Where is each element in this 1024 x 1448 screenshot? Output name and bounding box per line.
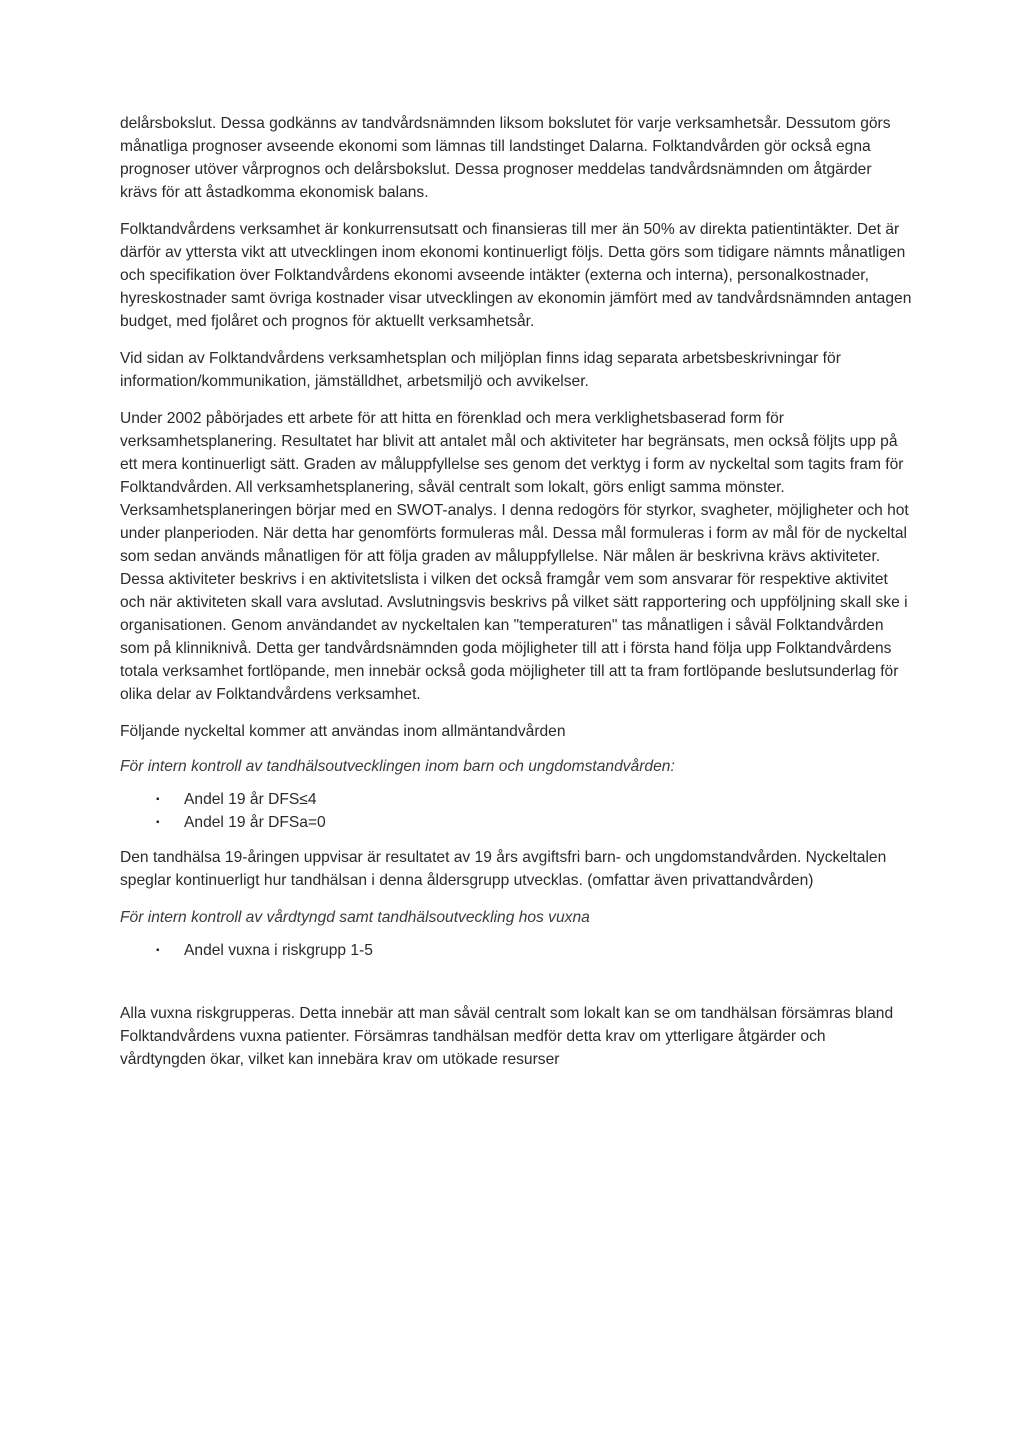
document-page (120, 112, 912, 1085)
list-item-text: Andel vuxna i riskgrupp 1-5 (184, 942, 373, 959)
paragraph-economy: Folktandvårdens verksamhet är konkurrensutsatt och finansieras till mer än 50% av direkta patientintäkter. Det är därför av yttersta vikt att utvecklingen inom ekonomi kontinuerligt följs. Detta görs som tidigare nämnts månatligen och specifikation över Folktandvårdens ekonomi avseende intäkter (externa och interna), personalkostnader, hyreskostnader samt övriga kostnader visar utvecklingen av ekonomin jämfört med av tandvårdsnämnden antagen budget, med fjolåret och prognos för aktuellt verksamhetsår. (120, 221, 912, 330)
bullet-icon: ▪ (156, 945, 160, 956)
subheading-adults: För intern kontroll av vårdtyngd samt tandhälsoutveckling hos vuxna (120, 909, 590, 926)
paragraph-work-descriptions: Vid sidan av Folktandvårdens verksamhetsplan och miljöplan finns idag separata arbetsbeskrivningar för information/kommunikation, jämställdhet, arbetsmiljö och avvikelser. (120, 350, 841, 390)
key-figures-list-adults (120, 939, 912, 962)
bullet-icon: ▪ (156, 817, 160, 828)
list-item (120, 811, 912, 834)
paragraph-risk-groups: Alla vuxna riskgrupperas. Detta innebär att man såväl centralt som lokalt kan se om tandhälsan försämras bland Folktandvårdens vuxna patienter. Försämras tandhälsan medför detta krav om ytterligare åtgärder och vårdtyngden ökar, vilket kan innebära krav om utökade resurser (120, 1005, 894, 1068)
list-item (120, 939, 912, 962)
subheading-children-youth: För intern kontroll av tandhälsoutvecklingen inom barn och ungdomstandvården: (120, 758, 675, 775)
list-item (120, 788, 912, 811)
key-figures-list-youth (120, 788, 912, 834)
bullet-icon: ▪ (156, 794, 160, 805)
list-item-text: Andel 19 år DFS≤4 (184, 791, 317, 808)
section-heading-key-figures: Följande nyckeltal kommer att användas inom allmäntandvården (120, 723, 566, 740)
list-item-text: Andel 19 år DFSa=0 (184, 814, 326, 831)
paragraph-planning: Under 2002 påbörjades ett arbete för att hitta en förenklad och mera verklighetsbaserad form för verksamhetsplanering. Resultatet har blivit att antalet mål och aktiviteter har begränsats, men också följts upp på ett mera kontinuerligt sätt. Graden av måluppfyllelse ses genom det verktyg i form av nyckeltal som tagits fram för Folktandvården. All verksamhetsplanering, såväl centralt som lokalt, görs enligt samma mönster. Verksamhetsplaneringen börjar med en SWOT-analys. I denna redogörs för styrkor, svagheter, möjligheter och hot under planperioden. När detta har genomförts formuleras mål. Dessa mål formuleras i form av mål för de nyckeltal som sedan används månatligen för att följa graden av måluppfyllelse. När målen är beskrivna krävs aktiviteter. Dessa aktiviteter beskrivs i en aktivitetslista i vilken det också framgår vem som ansvarar för respektive aktivitet och när aktiviteten skall vara avslutad. Avslutningsvis beskrivs på vilket sätt rapportering och uppföljning skall ske i organisationen. Genom användandet av nyckeltalen kan "temperaturen" tas månatligen i såväl Folktandvården som på klinniknivå. Detta ger tandvårdsnämnden goda möjligheter till att i första hand följa upp Folktandvårdens totala verksamhet fortlöpande, men innebär också goda möjligheter till att ta fram fortlöpande beslutsunderlag för olika delar av Folktandvårdens verksamhet. (120, 410, 909, 703)
paragraph-budget-followup: delårsbokslut. Dessa godkänns av tandvårdsnämnden liksom bokslutet för varje verksamhetsår. Dessutom görs månatliga prognoser avseende ekonomi som lämnas till landstinget Dalarna. Folktandvården gör också egna prognoser utöver vårprognos och delårsbokslut. Dessa prognoser meddelas tandvårdsnämnden om åtgärder krävs för att åstadkomma ekonomisk balans. (120, 115, 891, 201)
spacer (120, 974, 912, 1002)
paragraph-19-year-olds: Den tandhälsa 19-åringen uppvisar är resultatet av 19 års avgiftsfri barn- och ungdomstandvården. Nyckeltalen speglar kontinuerligt hur tandhälsan i denna åldersgrupp utvecklas. (omfattar även privattandvården) (120, 849, 887, 889)
